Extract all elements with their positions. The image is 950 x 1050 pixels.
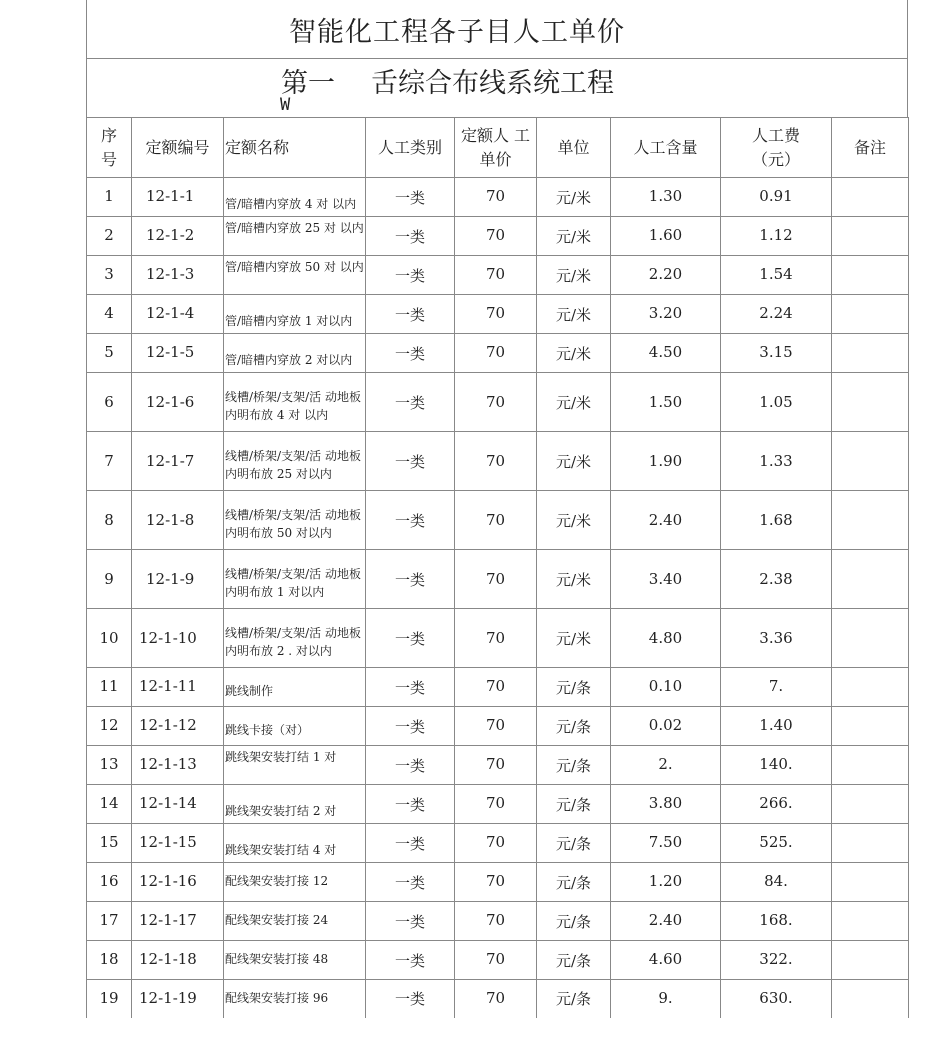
row-code: 12-1-14 xyxy=(132,785,224,824)
row-code: 12-1-16 xyxy=(132,863,224,902)
row-name: 管/暗槽内穿放 1 对以内 xyxy=(224,295,366,334)
table-row xyxy=(87,707,909,746)
table-body xyxy=(87,178,909,1018)
row-unit-price: 70 xyxy=(455,550,537,609)
row-labor-class: 一类 xyxy=(366,295,455,334)
header-unit-price: 定额人 工单价 xyxy=(455,118,537,178)
row-code: 12-1-13 xyxy=(132,746,224,785)
header-labor-fee: 人工费（元） xyxy=(721,118,832,178)
row-unit: 元/条 xyxy=(537,863,611,902)
row-unit: 元/条 xyxy=(537,980,611,1018)
row-remark xyxy=(832,668,909,707)
row-labor-qty: 3.20 xyxy=(611,295,721,334)
row-labor-qty: 2. xyxy=(611,746,721,785)
document-title: 智能化工程各子目人工单价 xyxy=(289,16,625,48)
row-labor-qty: 0.02 xyxy=(611,707,721,746)
row-unit-price: 70 xyxy=(455,217,537,256)
table-row xyxy=(87,980,909,1018)
row-seq: 14 xyxy=(87,785,132,824)
table-header-row xyxy=(87,118,909,178)
row-labor-fee: 1.40 xyxy=(721,707,832,746)
row-remark xyxy=(832,550,909,609)
table-row xyxy=(87,256,909,295)
row-name: 线槽/桥架/支架/活 动地板内明布放 4 对 以内 xyxy=(224,373,366,432)
header-code: 定额编号 xyxy=(132,118,224,178)
row-unit-price: 70 xyxy=(455,256,537,295)
row-remark xyxy=(832,217,909,256)
table-row xyxy=(87,550,909,609)
row-labor-fee: 2.38 xyxy=(721,550,832,609)
row-remark xyxy=(832,980,909,1018)
header-name: 定额名称 xyxy=(224,118,366,178)
row-unit-price: 70 xyxy=(455,432,537,491)
row-code: 12-1-12 xyxy=(132,707,224,746)
row-name: 跳线架安装打结 4 对 xyxy=(224,824,366,863)
row-remark xyxy=(832,373,909,432)
row-remark xyxy=(832,824,909,863)
row-labor-fee: 3.36 xyxy=(721,609,832,668)
row-unit: 元/米 xyxy=(537,217,611,256)
row-unit-price: 70 xyxy=(455,824,537,863)
row-unit: 元/米 xyxy=(537,432,611,491)
row-remark xyxy=(832,178,909,217)
row-code: 12-1-1 xyxy=(132,178,224,217)
row-labor-qty: 1.90 xyxy=(611,432,721,491)
row-remark xyxy=(832,902,909,941)
row-name: 线槽/桥架/支架/活 动地板内明布放 2 . 对以内 xyxy=(224,609,366,668)
row-labor-class: 一类 xyxy=(366,217,455,256)
row-unit: 元/条 xyxy=(537,824,611,863)
row-unit-price: 70 xyxy=(455,373,537,432)
table-row xyxy=(87,609,909,668)
row-seq: 8 xyxy=(87,491,132,550)
row-labor-class: 一类 xyxy=(366,707,455,746)
row-labor-class: 一类 xyxy=(366,746,455,785)
row-labor-fee: 322. xyxy=(721,941,832,980)
row-name: 线槽/桥架/支架/活 动地板内明布放 1 对以内 xyxy=(224,550,366,609)
row-unit: 元/米 xyxy=(537,491,611,550)
row-unit-price: 70 xyxy=(455,295,537,334)
row-labor-class: 一类 xyxy=(366,902,455,941)
row-unit-price: 70 xyxy=(455,902,537,941)
row-labor-class: 一类 xyxy=(366,256,455,295)
row-remark xyxy=(832,609,909,668)
row-unit: 元/条 xyxy=(537,668,611,707)
row-seq: 3 xyxy=(87,256,132,295)
row-labor-class: 一类 xyxy=(366,178,455,217)
row-code: 12-1-4 xyxy=(132,295,224,334)
table-row xyxy=(87,941,909,980)
row-seq: 15 xyxy=(87,824,132,863)
row-labor-class: 一类 xyxy=(366,609,455,668)
row-labor-class: 一类 xyxy=(366,824,455,863)
row-code: 12-1-5 xyxy=(132,334,224,373)
header-labor-class: 人工类别 xyxy=(366,118,455,178)
section-title-main: 舌综合布线系统工程 xyxy=(371,68,614,99)
row-labor-class: 一类 xyxy=(366,668,455,707)
row-labor-fee: 266. xyxy=(721,785,832,824)
row-labor-fee: 630. xyxy=(721,980,832,1018)
row-name: 配线架安装打接 48 xyxy=(224,941,366,980)
row-seq: 1 xyxy=(87,178,132,217)
row-name: 线槽/桥架/支架/活 动地板内明布放 50 对以内 xyxy=(224,491,366,550)
row-unit: 元/米 xyxy=(537,609,611,668)
row-labor-fee: 1.05 xyxy=(721,373,832,432)
document-title-box xyxy=(86,0,908,59)
section-title-box xyxy=(86,59,908,117)
row-remark xyxy=(832,432,909,491)
row-remark xyxy=(832,746,909,785)
row-seq: 12 xyxy=(87,707,132,746)
row-labor-class: 一类 xyxy=(366,432,455,491)
row-labor-qty: 1.60 xyxy=(611,217,721,256)
row-name: 管/暗槽内穿放 25 对 以内 xyxy=(224,217,366,256)
row-name: 跳线制作 xyxy=(224,668,366,707)
row-unit: 元/条 xyxy=(537,941,611,980)
table-row xyxy=(87,863,909,902)
header-labor-qty: 人工含量 xyxy=(611,118,721,178)
row-seq: 7 xyxy=(87,432,132,491)
row-seq: 13 xyxy=(87,746,132,785)
header-seq: 序号 xyxy=(87,118,132,178)
table-row xyxy=(87,785,909,824)
table-row xyxy=(87,334,909,373)
row-labor-qty: 4.50 xyxy=(611,334,721,373)
row-labor-class: 一类 xyxy=(366,373,455,432)
row-labor-fee: 0.91 xyxy=(721,178,832,217)
row-labor-class: 一类 xyxy=(366,334,455,373)
row-labor-qty: 2.40 xyxy=(611,902,721,941)
row-seq: 6 xyxy=(87,373,132,432)
row-unit: 元/条 xyxy=(537,902,611,941)
row-remark xyxy=(832,295,909,334)
row-unit-price: 70 xyxy=(455,941,537,980)
row-unit-price: 70 xyxy=(455,668,537,707)
row-unit-price: 70 xyxy=(455,491,537,550)
header-unit: 单位 xyxy=(537,118,611,178)
row-labor-qty: 3.80 xyxy=(611,785,721,824)
row-unit: 元/米 xyxy=(537,550,611,609)
row-seq: 9 xyxy=(87,550,132,609)
row-unit-price: 70 xyxy=(455,707,537,746)
row-seq: 4 xyxy=(87,295,132,334)
row-seq: 5 xyxy=(87,334,132,373)
row-unit: 元/米 xyxy=(537,295,611,334)
row-name: 跳线架安装打结 1 对 xyxy=(224,746,366,785)
row-remark xyxy=(832,491,909,550)
row-unit: 元/米 xyxy=(537,334,611,373)
row-code: 12-1-3 xyxy=(132,256,224,295)
row-name: 管/暗槽内穿放 2 对以内 xyxy=(224,334,366,373)
row-code: 12-1-15 xyxy=(132,824,224,863)
row-code: 12-1-10 xyxy=(132,609,224,668)
row-labor-qty: 1.50 xyxy=(611,373,721,432)
row-labor-fee: 140. xyxy=(721,746,832,785)
row-unit: 元/米 xyxy=(537,256,611,295)
row-code: 12-1-7 xyxy=(132,432,224,491)
row-unit: 元/米 xyxy=(537,373,611,432)
row-name: 配线架安装打接 96 xyxy=(224,980,366,1018)
row-seq: 10 xyxy=(87,609,132,668)
row-labor-class: 一类 xyxy=(366,863,455,902)
row-code: 12-1-19 xyxy=(132,980,224,1018)
row-name: 配线架安装打接 24 xyxy=(224,902,366,941)
row-unit-price: 70 xyxy=(455,980,537,1018)
row-unit: 元/米 xyxy=(537,178,611,217)
row-code: 12-1-18 xyxy=(132,941,224,980)
row-seq: 18 xyxy=(87,941,132,980)
row-seq: 11 xyxy=(87,668,132,707)
table-row xyxy=(87,746,909,785)
row-labor-qty: 0.10 xyxy=(611,668,721,707)
section-title-stray-mark: W xyxy=(280,95,291,115)
row-remark xyxy=(832,863,909,902)
row-labor-qty: 4.80 xyxy=(611,609,721,668)
table-row xyxy=(87,668,909,707)
table-row xyxy=(87,491,909,550)
row-labor-qty: 4.60 xyxy=(611,941,721,980)
row-labor-class: 一类 xyxy=(366,491,455,550)
row-labor-fee: 1.68 xyxy=(721,491,832,550)
section-title xyxy=(281,61,614,100)
row-unit: 元/条 xyxy=(537,707,611,746)
row-labor-qty: 2.20 xyxy=(611,256,721,295)
row-code: 12-1-17 xyxy=(132,902,224,941)
row-labor-class: 一类 xyxy=(366,980,455,1018)
row-labor-fee: 84. xyxy=(721,863,832,902)
row-labor-fee: 2.24 xyxy=(721,295,832,334)
section-title-prefix: 第一 xyxy=(281,68,335,99)
row-name: 线槽/桥架/支架/活 动地板内明布放 25 对以内 xyxy=(224,432,366,491)
table-row xyxy=(87,824,909,863)
table-row xyxy=(87,178,909,217)
row-name: 配线架安装打接 12 xyxy=(224,863,366,902)
row-name: 管/暗槽内穿放 4 对 以内 xyxy=(224,178,366,217)
row-code: 12-1-2 xyxy=(132,217,224,256)
row-seq: 2 xyxy=(87,217,132,256)
row-unit-price: 70 xyxy=(455,609,537,668)
row-seq: 19 xyxy=(87,980,132,1018)
row-remark xyxy=(832,334,909,373)
row-unit-price: 70 xyxy=(455,178,537,217)
row-unit: 元/条 xyxy=(537,746,611,785)
row-labor-qty: 2.40 xyxy=(611,491,721,550)
row-labor-fee: 1.33 xyxy=(721,432,832,491)
row-seq: 17 xyxy=(87,902,132,941)
row-unit-price: 70 xyxy=(455,863,537,902)
row-labor-class: 一类 xyxy=(366,785,455,824)
row-unit-price: 70 xyxy=(455,334,537,373)
row-seq: 16 xyxy=(87,863,132,902)
row-labor-fee: 7. xyxy=(721,668,832,707)
row-labor-fee: 168. xyxy=(721,902,832,941)
row-unit-price: 70 xyxy=(455,785,537,824)
row-labor-qty: 1.30 xyxy=(611,178,721,217)
row-unit-price: 70 xyxy=(455,746,537,785)
row-labor-fee: 1.54 xyxy=(721,256,832,295)
row-labor-qty: 7.50 xyxy=(611,824,721,863)
row-remark xyxy=(832,941,909,980)
row-labor-fee: 1.12 xyxy=(721,217,832,256)
table-row xyxy=(87,432,909,491)
row-labor-qty: 9. xyxy=(611,980,721,1018)
row-unit: 元/条 xyxy=(537,785,611,824)
row-name: 管/暗槽内穿放 50 对 以内 xyxy=(224,256,366,295)
row-code: 12-1-11 xyxy=(132,668,224,707)
row-code: 12-1-9 xyxy=(132,550,224,609)
table-row xyxy=(87,295,909,334)
table-row xyxy=(87,373,909,432)
row-remark xyxy=(832,707,909,746)
document-sheet xyxy=(86,0,908,1018)
row-labor-class: 一类 xyxy=(366,941,455,980)
header-remark: 备注 xyxy=(832,118,909,178)
row-labor-qty: 1.20 xyxy=(611,863,721,902)
row-labor-fee: 3.15 xyxy=(721,334,832,373)
row-name: 跳线卡接（对） xyxy=(224,707,366,746)
row-labor-class: 一类 xyxy=(366,550,455,609)
row-remark xyxy=(832,256,909,295)
table-row xyxy=(87,217,909,256)
row-name: 跳线架安装打结 2 对 xyxy=(224,785,366,824)
table-row xyxy=(87,902,909,941)
row-code: 12-1-6 xyxy=(132,373,224,432)
row-code: 12-1-8 xyxy=(132,491,224,550)
row-labor-qty: 3.40 xyxy=(611,550,721,609)
labor-price-table xyxy=(86,117,909,1018)
row-remark xyxy=(832,785,909,824)
row-labor-fee: 525. xyxy=(721,824,832,863)
